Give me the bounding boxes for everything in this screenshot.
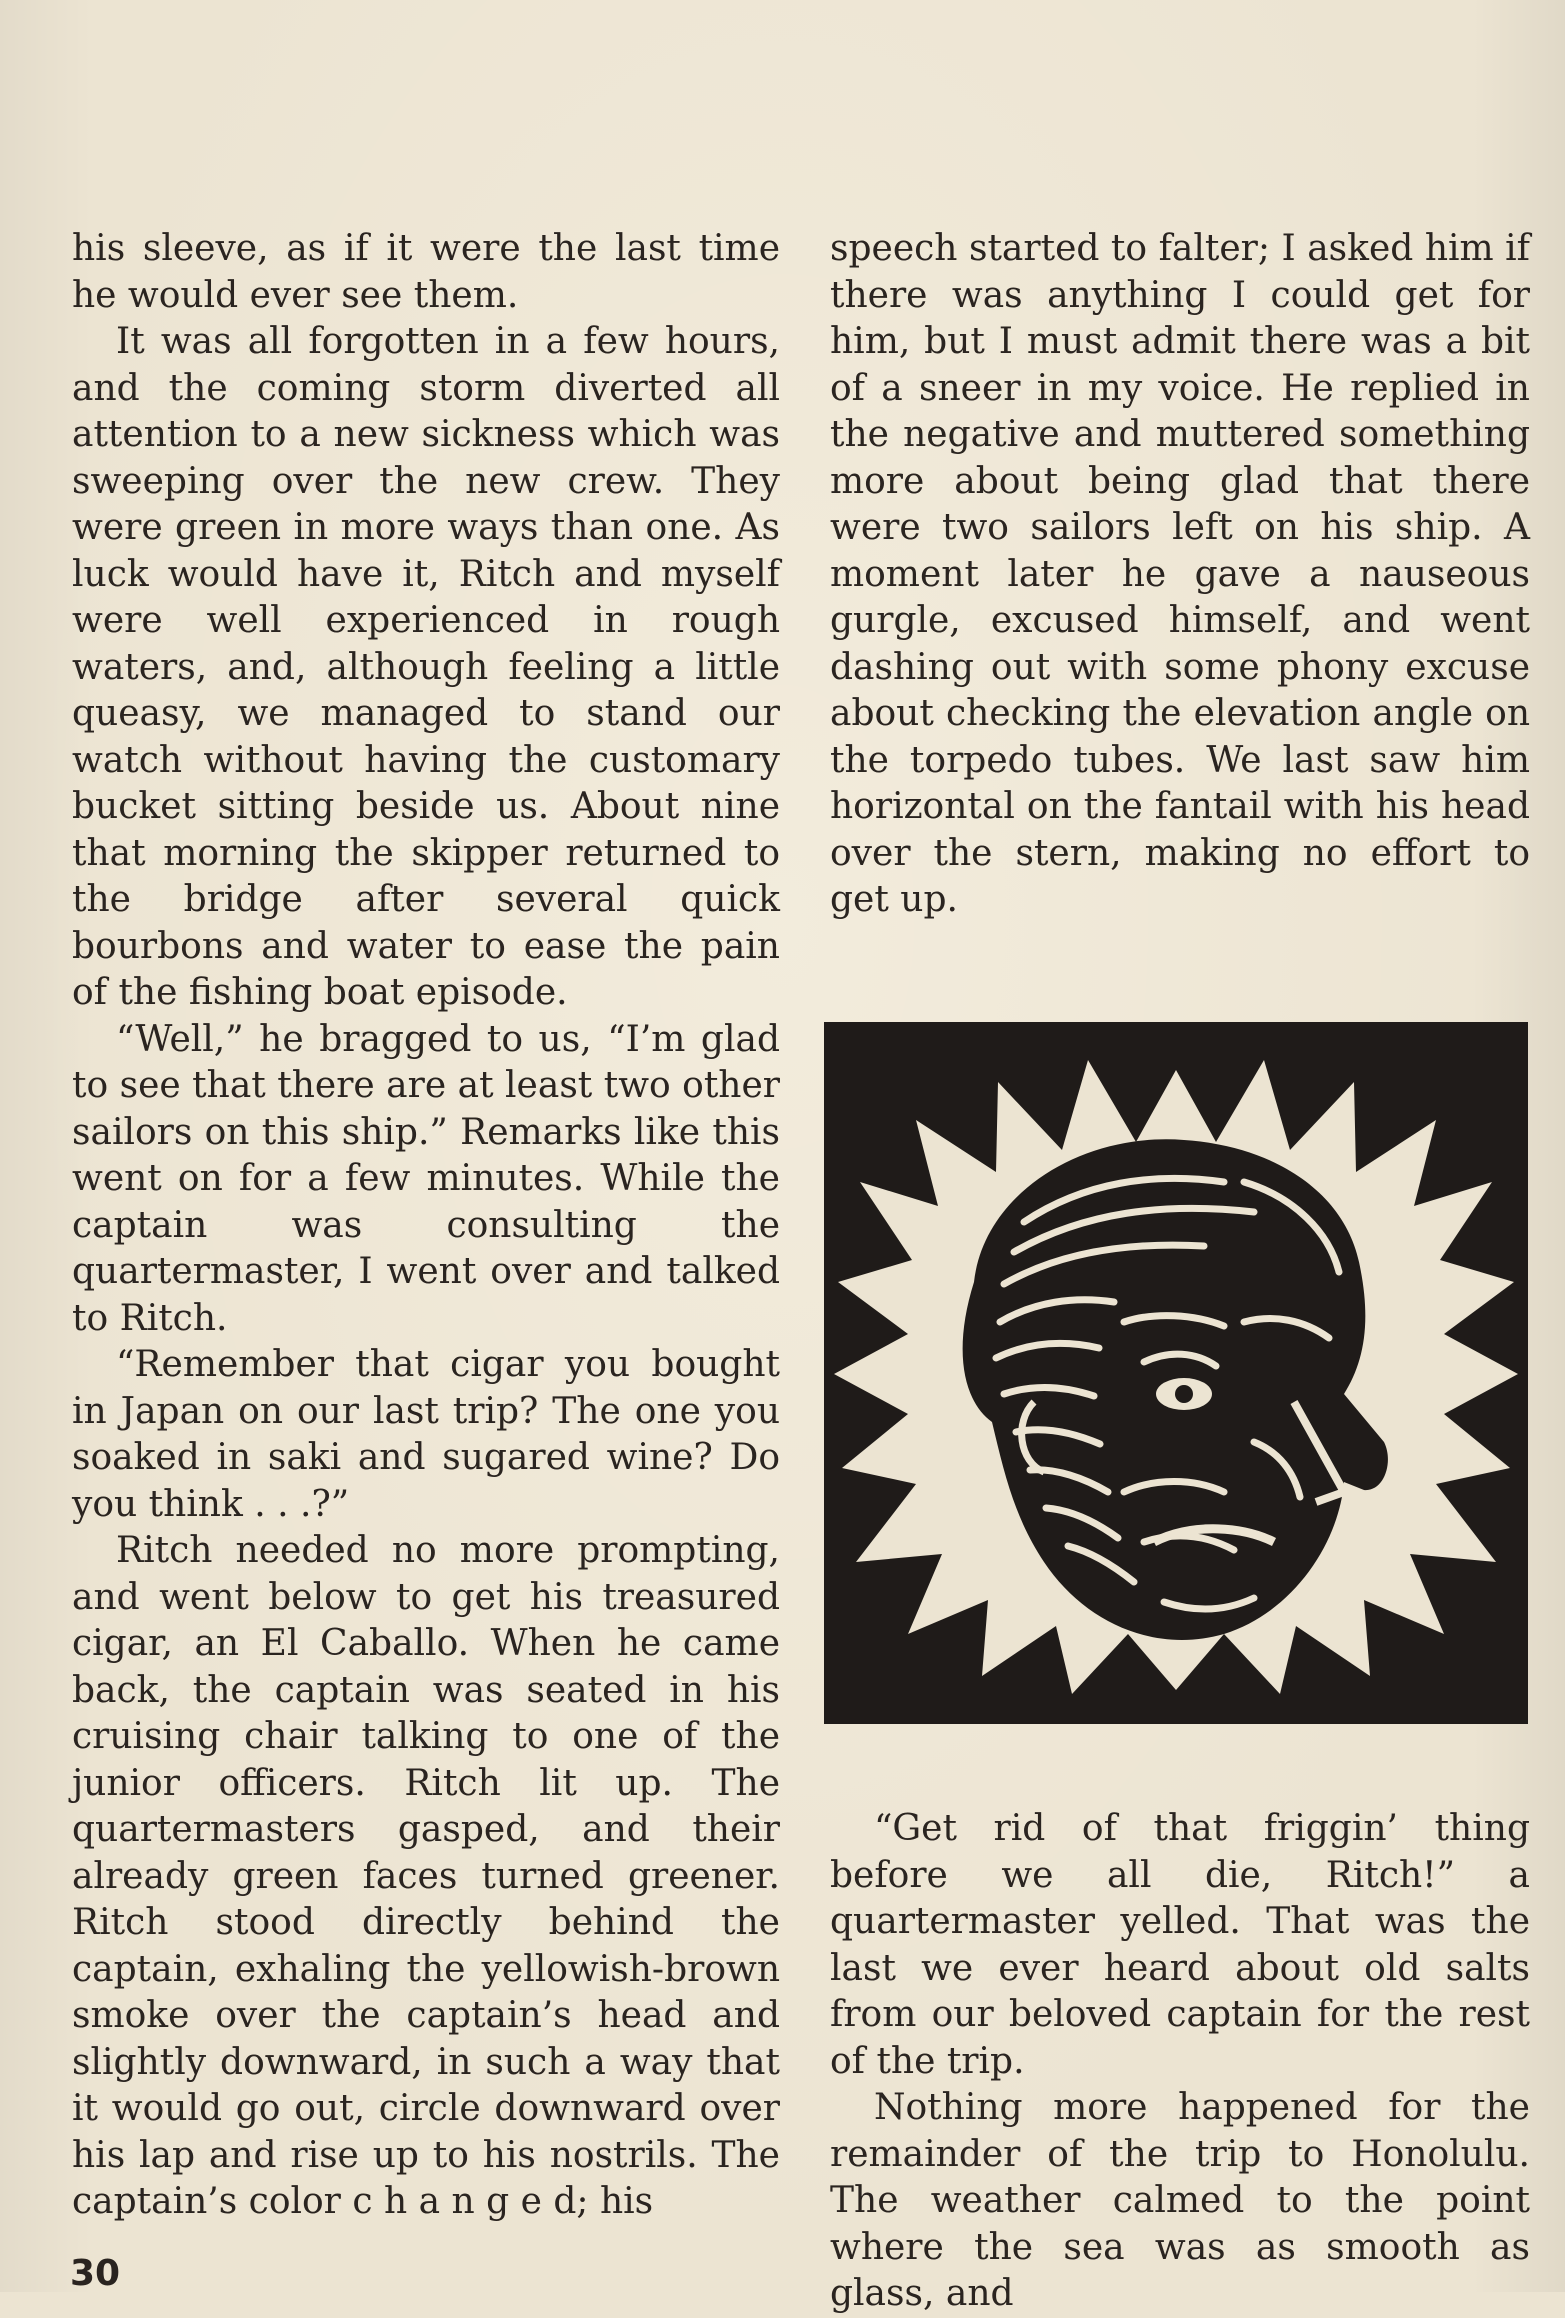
- paragraph-captain-falters: speech started to falter; I asked him if there was anything I could get for him, but I must admit there was a bit of a sneer in my voice. He replied in the negative and muttered something more about being glad that there were two sailors left on his ship. A moment later he gave a nauseous gurgle, excused himself, and went dashing out with some phony excuse about checking the elevation angle on the torpedo tubes. We last saw him horizontal on the fantail with his head over the stern, making no effort to get up.: [830, 228, 1530, 920]
- paragraph-ritch-cigar: Ritch needed no more prompting, and went below to get his treasured cigar, an El Caballo. When he came back, the captain was seated in his cruising chair talking to one of the junior officers. Ritch lit up. The quartermasters gasped, and their already green faces turned greener. Ritch stood directly behind the captain, exhaling the yellowish-brown smoke over the captain’s head and slightly downward, in such a way that it would go out, circle downward over his lap and rise up to his nostrils. The captain’s color c h a n g e d; his: [72, 1530, 780, 2222]
- paragraph-honolulu: Nothing more happened for the remainder of the trip to Honolulu. The weather calmed to the point where the sea was as smooth as glass, and: [830, 2087, 1530, 2314]
- paragraph-quartermaster-yell: “Get rid of that friggin’ thing before we all die, Ritch!” a quartermaster yelled. That was the last we ever heard about old salts from our beloved captain for the rest of the trip.: [830, 1808, 1530, 2082]
- paragraph-continuation: his sleeve, as if it were the last time he would ever see them.: [72, 228, 780, 316]
- left-column: [72, 226, 780, 2226]
- paragraph-cigar-question: “Remember that cigar you bought in Japan on our last trip? The one you soaked in saki and sugared wine? Do you think . . .?”: [72, 1344, 780, 1525]
- woodcut-portrait-illustration: [824, 1022, 1528, 1724]
- right-column-top: [830, 226, 1530, 924]
- paragraph-storm: It was all forgotten in a few hours, and the coming storm diverted all attention to a new sickness which was sweeping over the new crew. They were green in more ways than one. As luck would have it, Ritch and myself were well experienced in rough waters, and, although feeling a little queasy, we managed to stand our watch without having the customary bucket sitting beside us. About nine that morning the skipper returned to the bridge after several quick bourbons and water to ease the pain of the fishing boat episode.: [72, 321, 780, 1013]
- page-number: 30: [70, 2253, 121, 2294]
- right-column-bottom: [830, 1806, 1530, 2318]
- paragraph-captain-brag: “Well,” he bragged to us, “I’m glad to see that there are at least two other sailors on this ship.” Remarks like this went on for a few minutes. While the captain was consulting the quartermaster, I went over and talked to Ritch.: [72, 1018, 780, 1339]
